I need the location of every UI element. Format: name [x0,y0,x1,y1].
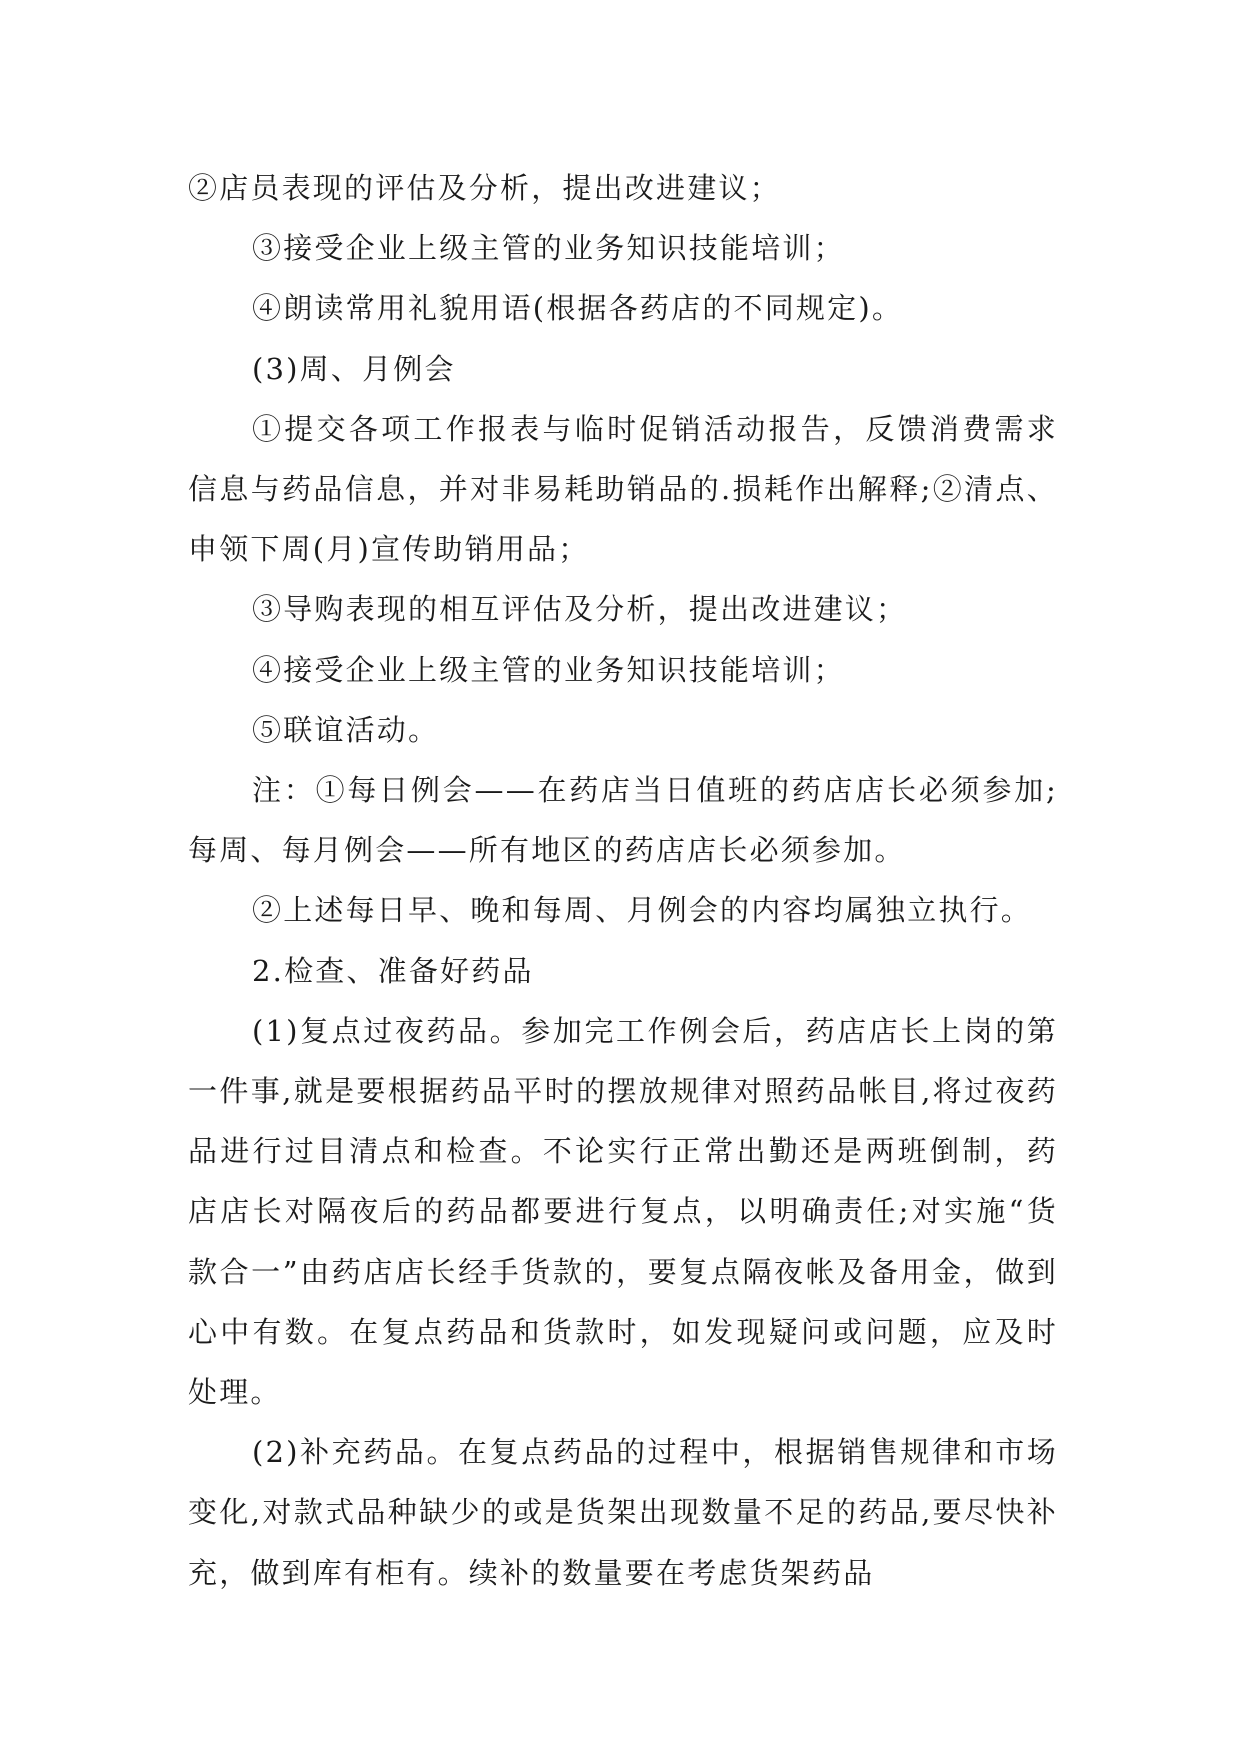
paragraph-11: 2.检查、准备好药品 [252,953,534,988]
paragraph-2: ③接受企业上级主管的业务知识技能培训； [252,231,845,266]
paragraph-5: ①提交各项工作报表与临时促销活动报告，反馈消费需求信息与药品信息，并对非易耗助销品的.损耗作出解释;②清点、申领下周(月)宣传助销用品； [188,411,1058,567]
paragraph-6: ③导购表现的相互评估及分析，提出改进建议； [252,592,908,627]
paragraph-7: ④接受企业上级主管的业务知识技能培训； [252,652,845,687]
paragraph-13: (2)补充药品。在复点药品的过程中，根据销售规律和市场变化,对款式品种缺少的或是货架出现数量不足的药品,要尽快补充，做到库有柜有。续补的数量要在考虑货架药品 [188,1435,1058,1590]
paragraph-3: ④朗读常用礼貌用语(根据各药店的不同规定)。 [252,291,904,326]
document-body [188,158,1058,1603]
paragraph-9: 注：①每日例会——在药店当日值班的药店店长必须参加;每周、每月例会——所有地区的药店店长必须参加。 [188,773,1058,868]
paragraph-1: ②店员表现的评估及分析，提出改进建议； [188,171,781,205]
paragraph-12: (1)复点过夜药品。参加完工作例会后，药店店长上岗的第一件事,就是要根据药品平时的摆放规律对照药品帐目,将过夜药品进行过目清点和检查。不论实行正常出勤还是两班倒制，药店店长对隔夜后的药品都要进行复点，以明确责任;对实施“货款合一”由药店店长经手货款的，要复点隔夜帐及备用金，做到心中有数。在复点药品和货款时，如发现疑问或问题，应及时处理。 [188,1013,1058,1410]
paragraph-10: ②上述每日早、晚和每周、月例会的内容均属独立执行。 [252,893,1033,928]
paragraph-8: ⑤联谊活动。 [252,712,440,747]
paragraph-4: (3)周、月例会 [252,351,456,386]
